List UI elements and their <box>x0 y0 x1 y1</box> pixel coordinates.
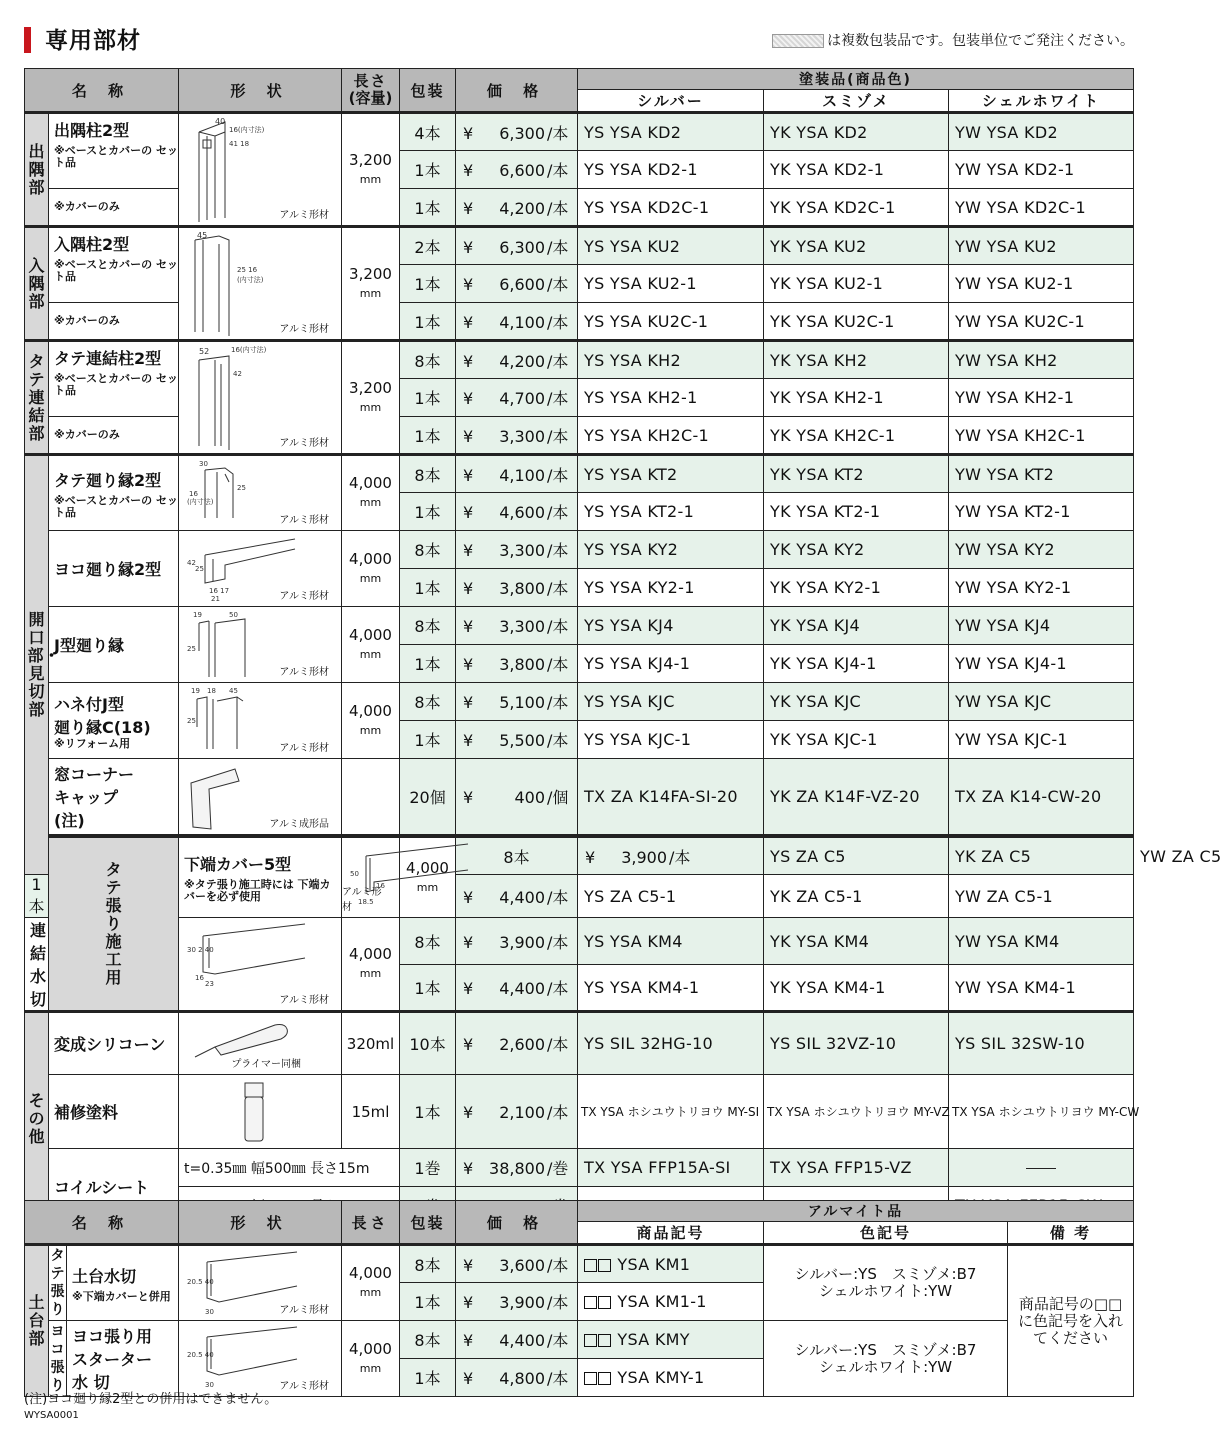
blank-box-icon <box>598 1334 611 1347</box>
item-name-kh2: タテ連結柱2型 ※ベースとカバーの セット品 <box>49 341 179 417</box>
code-shellwhite: YW YSA KH2 <box>949 341 1134 379</box>
length-kj4: 4,000 mm <box>342 607 400 683</box>
svg-text:42: 42 <box>187 559 196 567</box>
pack-cell: 1巻 <box>400 1149 456 1187</box>
code-sumizome: YK YSA KH2 <box>764 341 949 379</box>
section-degusumi: 出隅部 <box>25 113 49 227</box>
code-sumizome: YK YSA KJC-1 <box>764 721 949 759</box>
shape-kj4: 19 50 25 アルミ形材 <box>179 607 342 683</box>
code-sumizome: YK YSA KH2C-1 <box>764 417 949 455</box>
price-cell: ¥ 400 /個 <box>456 759 578 835</box>
code-sumizome: YK YSA KT2-1 <box>764 493 949 531</box>
alumite-header-pack: 包装 <box>400 1201 456 1245</box>
item-sub-ku2c: ※カバーのみ <box>49 303 179 341</box>
code-shellwhite: YW YSA KH2C-1 <box>949 417 1134 455</box>
code-silver: YS YSA KH2-1 <box>578 379 764 417</box>
code-silver: YS YSA KU2C-1 <box>578 303 764 341</box>
paint-bottle-icon <box>185 1079 305 1145</box>
code-shellwhite: YW YSA KT2 <box>949 455 1134 493</box>
item-name-dodai: 土台水切 ※下端カバーと併用 <box>67 1245 179 1321</box>
length-kjc: 4,000 mm <box>342 683 400 759</box>
svg-text:18.5: 18.5 <box>358 898 374 906</box>
price-cell: ¥ 6,600 /本 <box>456 151 578 189</box>
length-kd2: 3,200 mm <box>342 113 400 227</box>
blank-box-icon <box>584 1296 597 1309</box>
sub-tatebari: タテ張り <box>49 1245 67 1321</box>
code-silver: YS YSA KJC-1 <box>578 721 764 759</box>
coil-spec: t=0.35㎜ 幅500㎜ 長さ15m <box>179 1149 400 1187</box>
code-alumite: YSA KMY-1 <box>578 1359 764 1397</box>
code-sumizome: YK YSA KU2C-1 <box>764 303 949 341</box>
item-name-kjc: ハネ付J型 廻り縁C(18) ※リフォーム用 <box>49 683 179 759</box>
svg-text:30 2 40: 30 2 40 <box>187 946 214 954</box>
price-cell: ¥ 6,600 /本 <box>456 265 578 303</box>
blank-box-icon <box>584 1334 597 1347</box>
code-shellwhite: YS SIL 32SW-10 <box>949 1012 1134 1075</box>
item-name-touryou: 補修塗料 <box>49 1075 179 1149</box>
code-shellwhite: YW YSA KH2-1 <box>949 379 1134 417</box>
alumite-header-code: 商品記号 <box>578 1222 764 1245</box>
blank-box-icon <box>598 1296 611 1309</box>
shape-kt2: 30 16 (内寸法) 25 アルミ形材 <box>179 455 342 531</box>
alumite-header-price: 価 格 <box>456 1201 578 1245</box>
price-cell: ¥ 6,300 /本 <box>456 113 578 151</box>
code-shellwhite: YW YSA KU2 <box>949 227 1134 265</box>
alumite-table <box>24 1200 1134 1397</box>
length-starter: 4,000 mm <box>342 1321 400 1397</box>
svg-text:21: 21 <box>211 595 220 603</box>
code-shellwhite: TX YSA ホシユウトリヨウ MY-CW <box>949 1075 1134 1149</box>
pack-cell: 1本 <box>400 265 456 303</box>
code-shellwhite: YW YSA KJC <box>949 683 1134 721</box>
code-shellwhite: YW YSA KM4 <box>949 918 1134 965</box>
pack-cell: 1本 <box>400 965 456 1012</box>
code-sumizome: YS SIL 32VZ-10 <box>764 1012 949 1075</box>
code-shellwhite: YW YSA KY2 <box>949 531 1134 569</box>
price-cell: ¥ 4,700 /本 <box>456 379 578 417</box>
code-sumizome: YK YSA KM4-1 <box>764 965 949 1012</box>
price-cell: ¥ 4,400 /本 <box>456 1321 578 1359</box>
code-shellwhite: YW YSA KT2-1 <box>949 493 1134 531</box>
code-sumizome: YK YSA KY2-1 <box>764 569 949 607</box>
corner-cap-icon <box>185 763 265 835</box>
sub-yokobari: ヨコ張り <box>49 1321 67 1397</box>
header-sumizome: スミゾメ <box>764 90 949 113</box>
svg-text:16: 16 <box>189 490 198 498</box>
parts-table: 名 称 形 状 長さ (容量) 包装 価 格 塗装品(商品色) シルバー スミゾメ シェルホワイト 出隅部 出隅柱2型 ※ベースとカバーの セット品 40 16(内寸法) 41 18 アルミ形材 3,200 mm 4本 ¥ 6,300 /本 YS YSA KD2 YK YSA KD2 YW YSA KD2 1本 ¥ 6,600 /本 YS YSA KD2-1 YK YSA KD2-1 YW YSA KD2-1 ※カバーのみ 1本 ¥ 4,200 /本 YS YSA KD2C-1 YK YSA KD2C-1 YW YSA KD2C-1 入隅部 入隅柱2型 ※ベースとカバーの セット品 45 25 16 (内寸法) アルミ形材 3,200 mm 2本 ¥ 6,300 /本 YS YSA KU2 YK YSA KU2 YW YSA KU2 1本 ¥ 6,600 /本 YS YSA KU2-1 YK YSA KU2-1 YW YSA KU2-1 ※カバーのみ 1本 ¥ 4,100 /本 YS YSA KU2C-1 YK YSA KU2C-1 YW YSA KU2C-1 タテ連結部 タテ連結柱2型 ※ベースとカバーの セット品 52 16(内寸法) 42 アルミ形材 3,200 mm 8本 ¥ 4,200 /本 YS YSA KH2 YK YSA KH2 YW YSA KH2 1本 ¥ 4,700 /本 YS YSA KH2-1 YK YSA KH2-1 YW YSA KH2-1 ※カバーのみ 1本 ¥ 3,300 /本 YS YSA KH2C-1 YK YSA KH2C-1 YW YSA KH2C-1 開口部・見切部 タテ廻り縁2型 ※ベースとカバーの セット品 30 16 (内寸法) 25 アルミ形材 4,000 mm 8本 ¥ 4,100 /本 YS YSA KT2 YK YSA KT2 YW YSA KT2 1本 ¥ 4,600 /本 YS YSA KT2-1 YK YSA KT2-1 YW YSA KT2-1 ヨコ廻り縁2型 42 25 16 17 21 アルミ形材 4,000 mm 8本 ¥ 3,300 /本 YS YSA KY2 YK YSA KY2 YW YSA KY2 1本 ¥ 3,800 /本 YS YSA KY2-1 YK YSA KY2-1 YW YSA KY2-1 J型廻り縁 19 50 25 アルミ形材 4,000 mm 8本 ¥ 3,300 /本 YS YSA KJ4 YK YSA KJ4 YW YSA KJ4 1本 ¥ 3,800 /本 YS YSA KJ4-1 YK YSA KJ4-1 YW YSA KJ4-1 ハネ付J型 廻り縁C(18) ※リフォーム用 19 18 45 25 アルミ形材 4,000 mm 8本 ¥ 5,100 /本 YS YSA KJC YK YSA KJC YW YSA KJC 1本 ¥ 5,500 /本 YS YSA KJC-1 YK YSA KJC-1 YW YSA KJC-1 窓コーナー キャップ (注) アルミ成形品 20個 ¥ 400 /個 TX ZA K14FA-SI-20 YK ZA K14F-VZ-20 TX ZA K14-CW-20 タテ張り施工用 下端カバー5型 ※タテ張り施工時には 下端カバーを必ず使用 50 16 18.5 アルミ形材 4,000 mm 8本 ¥ 3,900 /本 YS ZA C5 YK ZA C5 YW ZA C5 1本 ¥ 4,400 /本 YS ZA C5-1 YK ZA C5-1 YW ZA C5-1 連結水切 30 2 40 16 23 アルミ形材 4,000 mm 8本 ¥ 3,900 /本 YS YSA KM4 YK YSA KM4 YW YSA KM4 1本 ¥ 4,400 /本 YS YSA KM4-1 YK YSA KM4-1 YW YSA KM4-1 その他 変成シリコーン プライマー同梱 320ml 10本 ¥ 2,600 /本 YS SIL 32HG-10 YS SIL 32VZ-10 YS SIL 32SW-10 補修塗料 15ml 1本 ¥ 2,100 /本 TX YSA ホシユウトリヨウ MY-SI TX YSA ホシユウトリヨウ MY-VZ TX YSA ホシユウトリヨウ MY-CW コイルシート t=0.35㎜ 幅500㎜ 長さ15m 1巻 ¥ 38,800 /巻 TX YSA FFP15A-SI TX YSA FFP15-VZ <box>24 68 1134 1225</box>
code-shellwhite: TX ZA K14-CW-20 <box>949 759 1134 835</box>
blank-box-icon <box>598 1372 611 1385</box>
svg-text:25: 25 <box>187 645 196 653</box>
pack-cell: 20個 <box>400 759 456 835</box>
pack-cell: 8本 <box>400 455 456 493</box>
price-cell: ¥ 3,600 /本 <box>456 1245 578 1283</box>
multi-pack-swatch-icon <box>772 34 824 48</box>
code-silver: YS YSA KY2 <box>578 531 764 569</box>
code-silver: YS YSA KU2 <box>578 227 764 265</box>
pack-cell: 1本 <box>400 189 456 227</box>
code-shellwhite: YW YSA KJ4-1 <box>949 645 1134 683</box>
pack-cell: 8本 <box>456 837 578 875</box>
svg-text:19: 19 <box>191 687 200 695</box>
color-codes-starter: シルバー:YS スミゾメ:B7 シェルホワイト:YW <box>764 1321 1008 1397</box>
pack-cell: 8本 <box>400 683 456 721</box>
length-kh2: 3,200 mm <box>342 341 400 455</box>
alumite-header-length: 長さ <box>342 1201 400 1245</box>
alumite-header-note: 備 考 <box>1008 1222 1134 1245</box>
item-name-c5: 下端カバー5型 ※タテ張り施工時には 下端カバーを必ず使用 <box>179 837 342 918</box>
alumite-header-group: アルマイト品 <box>578 1201 1134 1222</box>
document-code: WYSA0001 <box>24 1410 79 1421</box>
code-silver: YS YSA KJ4 <box>578 607 764 645</box>
svg-text:52: 52 <box>199 347 210 356</box>
pack-cell: 1本 <box>400 1359 456 1397</box>
blank-box-icon <box>598 1259 611 1272</box>
item-name-k14: 窓コーナー キャップ (注) <box>49 759 179 835</box>
length-ky2: 4,000 mm <box>342 531 400 607</box>
section-dodai: 土台部 <box>25 1245 49 1397</box>
pack-cell: 8本 <box>400 531 456 569</box>
tate-mawaribuchi-profile-icon <box>185 460 275 520</box>
pack-cell: 8本 <box>400 1321 456 1359</box>
price-cell: ¥ 38,800 /巻 <box>456 1149 578 1187</box>
code-silver: TX ZA K14FA-SI-20 <box>578 759 764 835</box>
code-silver: YS YSA KD2C-1 <box>578 189 764 227</box>
price-cell: ¥ 5,100 /本 <box>456 683 578 721</box>
shape-c5: 50 16 18.5 アルミ形材 <box>342 837 400 918</box>
code-shellwhite: YW YSA KM4-1 <box>949 965 1134 1012</box>
svg-text:50: 50 <box>229 611 238 619</box>
item-sub-kh2c: ※カバーのみ <box>49 417 179 455</box>
svg-text:(内寸法): (内寸法) <box>187 498 214 506</box>
header-shape: 形 状 <box>179 69 342 113</box>
shape-touryou <box>179 1075 342 1149</box>
item-name-starter: ヨコ張り用 スターター 水 切 <box>67 1321 179 1397</box>
code-shellwhite: YW YSA KD2-1 <box>949 151 1134 189</box>
alumite-header-color: 色記号 <box>764 1222 1008 1245</box>
section-irisumi: 入隅部 <box>25 227 49 341</box>
price-cell: ¥ 4,200 /本 <box>456 341 578 379</box>
svg-text:16(内寸法): 16(内寸法) <box>229 126 265 134</box>
pack-cell: 1本 <box>400 569 456 607</box>
shape-starter: 20.5 40 30 アルミ形材 <box>179 1321 342 1397</box>
pack-cell: 1本 <box>400 379 456 417</box>
shape-k14: アルミ成形品 <box>179 759 342 835</box>
length-touryou: 15ml <box>342 1075 400 1149</box>
pack-cell: 4本 <box>400 113 456 151</box>
code-silver: TX YSA FFP15A-SI <box>578 1149 764 1187</box>
price-cell: ¥ 3,900 /本 <box>456 918 578 965</box>
item-name-ky2: ヨコ廻り縁2型 <box>49 531 179 607</box>
svg-text:(内寸法): (内寸法) <box>237 276 264 284</box>
item-name-kt2: タテ廻り縁2型 ※ベースとカバーの セット品 <box>49 455 179 531</box>
price-cell: ¥ 4,100 /本 <box>456 455 578 493</box>
item-name-coil: コイルシート <box>49 1149 179 1225</box>
price-cell: ¥ 3,300 /本 <box>456 417 578 455</box>
footnote: (注)ヨコ廻り縁2型との併用はできません。 <box>24 1392 278 1407</box>
price-cell: ¥ 4,400 /本 <box>456 875 578 918</box>
pack-cell: 8本 <box>400 918 456 965</box>
pack-cell: 8本 <box>400 607 456 645</box>
svg-text:25: 25 <box>237 484 246 492</box>
code-sumizome: YK YSA KD2 <box>764 113 949 151</box>
svg-text:30: 30 <box>199 460 208 468</box>
shape-dodai: 20.5 40 30 アルミ形材 <box>179 1245 342 1321</box>
svg-text:45: 45 <box>229 687 238 695</box>
code-sumizome: YK YSA KU2-1 <box>764 265 949 303</box>
code-silver: YS YSA KU2-1 <box>578 265 764 303</box>
price-cell: ¥ 3,300 /本 <box>456 531 578 569</box>
section-kaiko: 開口部・見切部 <box>25 455 49 875</box>
code-shellwhite: YW YSA KD2 <box>949 113 1134 151</box>
code-shellwhite: YW YSA KJC-1 <box>949 721 1134 759</box>
pack-cell: 1本 <box>400 645 456 683</box>
code-silver: YS YSA KM4-1 <box>578 965 764 1012</box>
svg-text:40: 40 <box>215 117 226 126</box>
shape-km4: 30 2 40 16 23 アルミ形材 <box>179 918 342 1012</box>
svg-text:16 17: 16 17 <box>209 587 230 595</box>
price-cell: ¥ 4,400 /本 <box>456 965 578 1012</box>
item-name-kj4: J型廻り縁 <box>49 607 179 683</box>
code-sumizome: YK YSA KT2 <box>764 455 949 493</box>
shape-ky2: 42 25 16 17 21 アルミ形材 <box>179 531 342 607</box>
pack-cell: 2本 <box>400 227 456 265</box>
length-ku2: 3,200 mm <box>342 227 400 341</box>
code-silver: YS SIL 32HG-10 <box>578 1012 764 1075</box>
price-cell: ¥ 5,500 /本 <box>456 721 578 759</box>
alumite-header-name: 名 称 <box>25 1201 179 1245</box>
svg-text:16: 16 <box>376 882 385 890</box>
code-shellwhite: YW YSA KU2-1 <box>949 265 1134 303</box>
pack-cell: 1本 <box>25 875 49 918</box>
length-kt2: 4,000 mm <box>342 455 400 531</box>
pack-cell: 1本 <box>400 1075 456 1149</box>
code-sumizome: YK YSA KH2-1 <box>764 379 949 417</box>
shape-kh2: 52 16(内寸法) 42 アルミ形材 <box>179 341 342 455</box>
svg-text:16: 16 <box>195 974 204 982</box>
code-silver: YS YSA KJ4-1 <box>578 645 764 683</box>
pack-cell: 8本 <box>400 341 456 379</box>
code-sumizome: YK YSA KY2 <box>764 531 949 569</box>
pack-cell: 1本 <box>400 417 456 455</box>
code-shellwhite: YW YSA KY2-1 <box>949 569 1134 607</box>
length-c5: 4,000 mm <box>400 837 456 918</box>
pack-cell: 1本 <box>400 1283 456 1321</box>
length-dodai: 4,000 mm <box>342 1245 400 1321</box>
code-sumizome: YK YSA KJC <box>764 683 949 721</box>
svg-text:20.5 40: 20.5 40 <box>187 1351 214 1359</box>
svg-text:20.5 40: 20.5 40 <box>187 1278 214 1286</box>
svg-text:30: 30 <box>205 1308 214 1316</box>
price-cell: ¥ 2,100 /本 <box>456 1075 578 1149</box>
svg-text:30: 30 <box>205 1381 214 1389</box>
item-name-kd2: 出隅柱2型 ※ベースとカバーの セット品 <box>49 113 179 189</box>
code-shellwhite: YW YSA KD2C-1 <box>949 189 1134 227</box>
code-sumizome: YK YSA KJ4-1 <box>764 645 949 683</box>
svg-text:23: 23 <box>205 980 214 988</box>
code-silver: YS YSA KY2-1 <box>578 569 764 607</box>
svg-text:25: 25 <box>187 717 196 725</box>
package-note: は複数包装品です。包装単位でご発注ください。 <box>772 30 1134 50</box>
code-alumite: YSA KMY <box>578 1321 764 1359</box>
item-sub-kd2c: ※カバーのみ <box>49 189 179 227</box>
svg-text:16(内寸法): 16(内寸法) <box>231 346 267 354</box>
shape-kd2: 40 16(内寸法) 41 18 アルミ形材 <box>179 113 342 227</box>
code-sumizome: YK YSA KM4 <box>764 918 949 965</box>
shape-ku2: 45 25 16 (内寸法) アルミ形材 <box>179 227 342 341</box>
code-shellwhite: YW ZA C5-1 <box>949 875 1134 918</box>
code-sumizome: YK ZA K14F-VZ-20 <box>764 759 949 835</box>
code-shellwhite-none <box>949 1149 1134 1187</box>
color-codes-dodai: シルバー:YS スミゾメ:B7 シェルホワイト:YW <box>764 1245 1008 1321</box>
code-sumizome: TX YSA ホシユウトリヨウ MY-VZ <box>764 1075 949 1149</box>
page-title-text: 専用部材 <box>45 28 141 54</box>
code-sumizome: YK ZA C5-1 <box>764 875 949 918</box>
price-cell: ¥ 6,300 /本 <box>456 227 578 265</box>
code-alumite: YSA KM1 <box>578 1245 764 1283</box>
hane-j-profile-icon <box>185 687 275 753</box>
code-sumizome: YK YSA KD2C-1 <box>764 189 949 227</box>
irisumi-profile-icon <box>185 232 285 336</box>
code-silver: YS YSA KT2-1 <box>578 493 764 531</box>
pack-cell: 1本 <box>400 493 456 531</box>
pack-cell: 8本 <box>400 1245 456 1283</box>
code-sumizome: YK ZA C5 <box>949 837 1134 875</box>
code-alumite: YSA KM1-1 <box>578 1283 764 1321</box>
page-title <box>24 22 141 55</box>
code-silver: YS YSA KH2 <box>578 341 764 379</box>
header-painted-group: 塗装品(商品色) <box>578 69 1134 90</box>
renketsu-profile-icon <box>185 346 285 450</box>
alumite-header-shape: 形 状 <box>179 1201 342 1245</box>
price-cell: ¥ 4,200 /本 <box>456 189 578 227</box>
code-shellwhite: YW YSA KJ4 <box>949 607 1134 645</box>
code-silver: YS YSA KT2 <box>578 455 764 493</box>
code-silver: YS YSA KD2 <box>578 113 764 151</box>
code-sumizome: TX YSA FFP15-VZ <box>764 1149 949 1187</box>
price-cell: ¥ 3,900 /本 <box>578 837 764 875</box>
j-mawaribuchi-profile-icon <box>185 611 275 677</box>
price-cell: ¥ 2,600 /本 <box>456 1012 578 1075</box>
price-cell: ¥ 3,800 /本 <box>456 645 578 683</box>
item-name-silicone: 変成シリコーン <box>49 1012 179 1075</box>
shape-kjc: 19 18 45 25 アルミ形材 <box>179 683 342 759</box>
degusumi-profile-icon <box>185 118 265 222</box>
header-name: 名 称 <box>25 69 179 113</box>
pack-cell: 1本 <box>400 303 456 341</box>
section-tate-renketsu: タテ連結部 <box>25 341 49 455</box>
alumite-note: 商品記号の□□に色記号を入れてください <box>1008 1245 1134 1397</box>
item-name-km4: 連結水切 <box>25 918 49 1012</box>
code-silver: YS YSA KD2-1 <box>578 151 764 189</box>
header-shellwhite: シェルホワイト <box>949 90 1134 113</box>
length-km4: 4,000 mm <box>342 918 400 1012</box>
header-length: 長さ (容量) <box>342 69 400 113</box>
code-silver: YS YSA KJC <box>578 683 764 721</box>
section-sonota: その他 <box>25 1012 49 1225</box>
price-cell: ¥ 4,800 /本 <box>456 1359 578 1397</box>
length-silicone: 320ml <box>342 1012 400 1075</box>
price-cell: ¥ 3,300 /本 <box>456 607 578 645</box>
code-silver: YS YSA KH2C-1 <box>578 417 764 455</box>
pack-cell: 10本 <box>400 1012 456 1075</box>
header-price: 価 格 <box>456 69 578 113</box>
code-sumizome: YK YSA KJ4 <box>764 607 949 645</box>
price-cell: ¥ 4,100 /本 <box>456 303 578 341</box>
length-k14 <box>342 759 400 835</box>
renketsu-mizukiri-profile-icon <box>185 922 315 986</box>
svg-text:42: 42 <box>233 370 242 378</box>
shape-silicone: プライマー同梱 <box>179 1012 342 1075</box>
svg-text:50: 50 <box>350 870 359 878</box>
code-silver: TX YSA ホシユウトリヨウ MY-SI <box>578 1075 764 1149</box>
section-tatebari: タテ張り施工用 <box>49 837 179 1012</box>
svg-text:45: 45 <box>197 231 208 240</box>
header-pack: 包装 <box>400 69 456 113</box>
item-name-ku2: 入隅柱2型 ※ベースとカバーの セット品 <box>49 227 179 303</box>
svg-text:19: 19 <box>193 611 202 619</box>
price-cell: ¥ 4,600 /本 <box>456 493 578 531</box>
code-shellwhite: YW YSA KU2C-1 <box>949 303 1134 341</box>
code-sumizome: YK YSA KU2 <box>764 227 949 265</box>
price-cell: ¥ 3,900 /本 <box>456 1283 578 1321</box>
svg-text:25: 25 <box>195 565 204 573</box>
blank-box-icon <box>584 1372 597 1385</box>
header-silver: シルバー <box>578 90 764 113</box>
code-sumizome: YK YSA KD2-1 <box>764 151 949 189</box>
blank-box-icon <box>584 1259 597 1272</box>
pack-cell: 1本 <box>400 721 456 759</box>
code-silver: YS YSA KM4 <box>578 918 764 965</box>
svg-text:41 18: 41 18 <box>229 140 250 148</box>
code-silver: YS ZA C5 <box>764 837 949 875</box>
title-accent-bar <box>24 27 31 53</box>
pack-cell: 1本 <box>400 151 456 189</box>
price-cell: ¥ 3,800 /本 <box>456 569 578 607</box>
svg-text:18: 18 <box>207 687 216 695</box>
svg-text:25 16: 25 16 <box>237 266 258 274</box>
code-silver: YS ZA C5-1 <box>578 875 764 918</box>
